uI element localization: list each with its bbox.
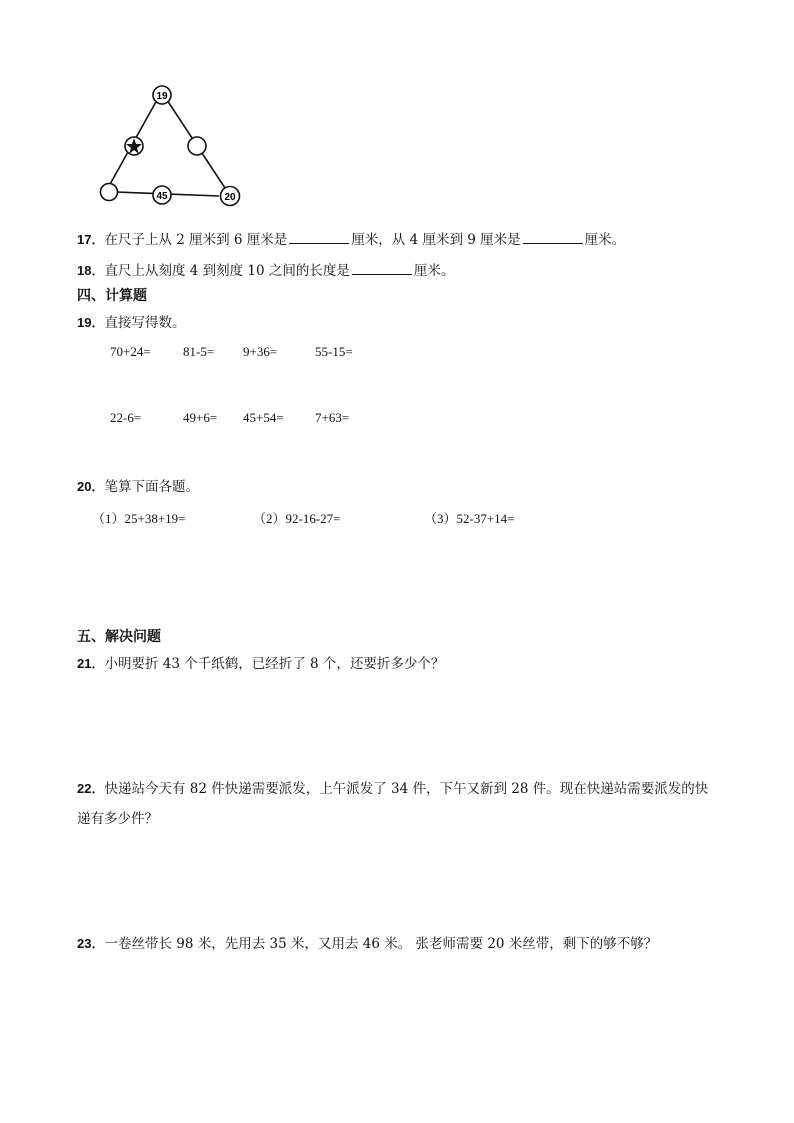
- question-number: 21．: [77, 656, 105, 671]
- question-text: 直接写得数。: [104, 315, 186, 331]
- question-number: 19．: [77, 315, 105, 330]
- calc-item: 22-6=: [110, 410, 142, 425]
- section-title: 五、解决问题: [77, 629, 161, 645]
- section-title: 四、计算题: [77, 288, 147, 304]
- question-text: 厘米，从 4 厘米到 9 厘米是: [351, 232, 521, 248]
- written-calc-item: （1）25+38+19=: [92, 511, 186, 526]
- calc-item: 55-15=: [315, 344, 353, 359]
- calc-item: 45+54=: [243, 410, 284, 425]
- question-text: 一卷丝带长 98 米，先用去 35 米，又用去 46 米。 张老师需要 20 米丝带，剩下的够不够？: [104, 936, 658, 952]
- calc-item: 9+36=: [243, 344, 278, 359]
- written-calc-item: （2）92-16-27=: [253, 511, 341, 526]
- top-value: 19: [156, 91, 168, 102]
- question-text: 厘米。: [584, 232, 626, 248]
- question-22: [77, 777, 708, 797]
- question-text: 在尺子上从 2 厘米到 6 厘米是: [104, 232, 288, 248]
- calc-item: 49+6=: [183, 410, 218, 425]
- question-text: 小明要折 43 个千纸鹤，已经折了 8 个，还要折多少个？: [104, 656, 445, 672]
- answer-blank[interactable]: [523, 231, 583, 244]
- calc-item: 70+24=: [110, 344, 151, 359]
- calc-item: 81-5=: [183, 344, 215, 359]
- triangle-figure: [95, 82, 255, 212]
- answer-blank[interactable]: [289, 231, 349, 244]
- right-middle-circle: [188, 137, 206, 155]
- question-number: 22．: [77, 781, 105, 796]
- bottom-middle-value: 45: [156, 191, 168, 202]
- question-text: 厘米。: [413, 263, 455, 279]
- bottom-right-value: 20: [224, 192, 236, 203]
- question-21: [77, 652, 444, 672]
- question-number: 23．: [77, 936, 105, 951]
- question-20: [77, 475, 199, 495]
- question-text: 笔算下面各题。: [104, 479, 199, 495]
- question-17: [77, 228, 625, 248]
- written-calc-item: （3）52-37+14=: [424, 511, 515, 526]
- question-text: 直尺上从刻度 4 到刻度 10 之间的长度是: [104, 263, 350, 279]
- question-number: 20．: [77, 479, 105, 494]
- question-18: [77, 259, 454, 279]
- bottom-left-circle: [101, 184, 118, 201]
- question-text: 快递站今天有 82 件快递需要派发，上午派发了 34 件，下午又新到 28 件。现在快递站需要派发的快: [104, 781, 709, 797]
- question-23: [77, 932, 657, 952]
- question-number: 18．: [77, 263, 105, 278]
- question-19: [77, 311, 185, 331]
- question-22-continuation: 递有多少件？: [77, 811, 158, 827]
- calc-item: 7+63=: [315, 410, 350, 425]
- answer-blank[interactable]: [352, 262, 412, 275]
- question-number: 17．: [77, 232, 105, 247]
